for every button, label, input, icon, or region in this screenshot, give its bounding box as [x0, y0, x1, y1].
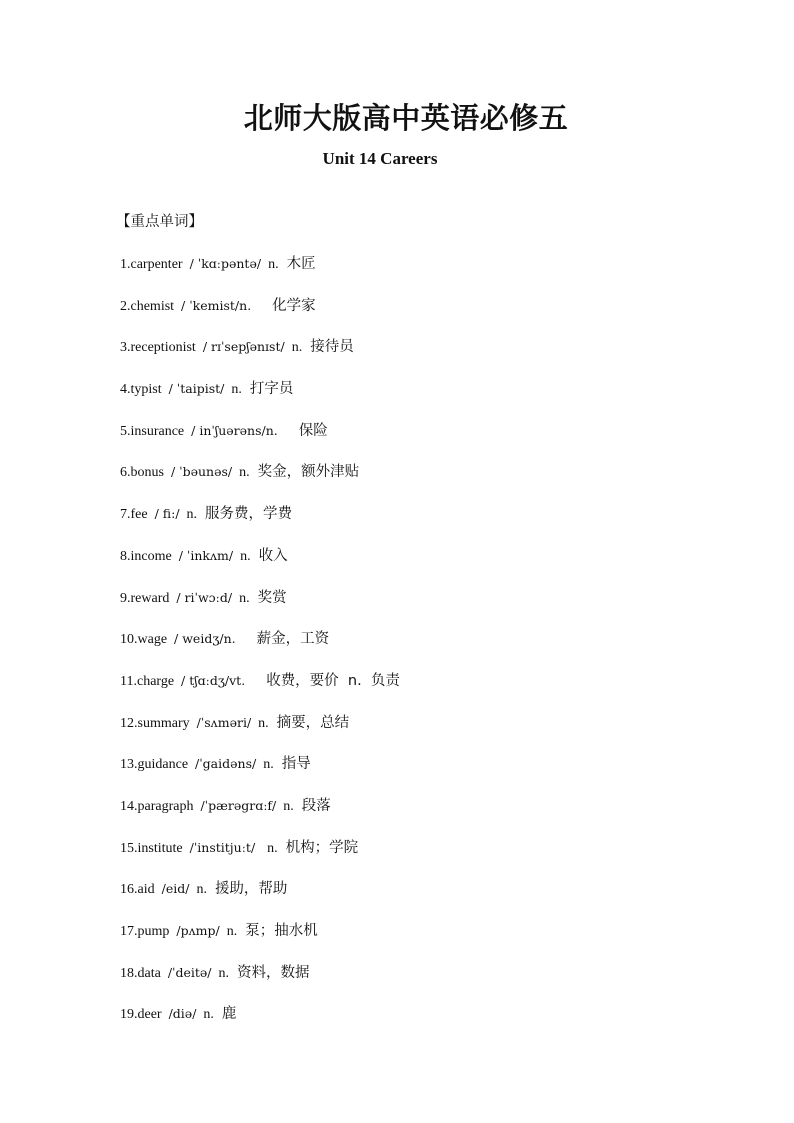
vocab-pos: n.	[196, 882, 207, 898]
vocab-item	[120, 670, 400, 712]
vocab-meaning: 收费，要价 n. 负责	[266, 672, 400, 689]
vocab-phonetic: / tʃɑːdʒ/vt.	[181, 672, 246, 688]
vocab-item	[120, 420, 400, 462]
vocab-word: 4.typist	[120, 382, 162, 398]
vocab-meaning: 薪金，工资	[256, 631, 330, 648]
vocab-word: 2.chemist	[120, 298, 175, 314]
vocab-pos: n.	[186, 507, 198, 523]
vocab-phonetic: / inˈʃuərəns/n.	[191, 422, 278, 438]
vocab-item	[120, 1003, 400, 1045]
vocab-phonetic: /ˈpærəgrɑːf/	[200, 797, 277, 813]
vocab-word: 1.carpenter	[120, 257, 183, 272]
vocab-word: 17.pump	[120, 924, 170, 939]
vocab-item	[120, 628, 400, 670]
vocab-item	[120, 461, 400, 503]
vocab-meaning: 接待员	[310, 339, 354, 356]
vocab-word: 18.data	[120, 965, 161, 981]
vocab-pos: n.	[267, 840, 278, 856]
vocab-word: 10.wage	[120, 632, 168, 648]
vocab-meaning: 打字员	[249, 381, 294, 398]
vocab-phonetic: /ˈsʌməri/	[196, 714, 252, 730]
vocab-item	[120, 878, 400, 920]
vocab-pos: n.	[231, 382, 242, 398]
vocab-meaning: 木匠	[286, 256, 316, 272]
vocab-word: 15.institute	[120, 840, 183, 856]
vocab-meaning: 奖金，额外津贴	[257, 464, 360, 481]
vocab-pos: n.	[263, 757, 274, 773]
vocab-item	[120, 253, 400, 295]
vocab-word: 3.receptionist	[120, 340, 196, 356]
vocab-word: 5.insurance	[120, 423, 185, 439]
vocab-meaning: 机构；学院	[285, 839, 359, 856]
vocab-meaning: 资料，数据	[237, 964, 310, 981]
vocab-meaning: 摘要，总结	[276, 714, 350, 731]
vocab-pos: n.	[240, 548, 251, 564]
vocab-phonetic: / ˈkɑːpəntə/	[189, 256, 262, 271]
vocab-phonetic: / riˈwɔːd/	[176, 589, 233, 605]
vocab-phonetic: / ˈbəunəs/	[170, 464, 233, 480]
vocab-word: 7.fee	[120, 507, 148, 523]
vocab-word: 16.aid	[120, 882, 155, 898]
vocab-pos: n.	[239, 465, 250, 481]
vocab-word: 12.summary	[120, 715, 190, 731]
unit-subtitle: Unit 14 Careers	[322, 149, 438, 168]
vocab-meaning: 奖赏	[257, 589, 287, 606]
vocab-phonetic: /diə/	[168, 1006, 197, 1022]
vocab-pos: n.	[218, 965, 230, 981]
vocab-meaning: 化学家	[272, 297, 316, 314]
vocab-word: 19.deer	[120, 1007, 162, 1023]
vocab-phonetic: /eid/	[161, 881, 190, 897]
vocab-word: 6.bonus	[120, 465, 164, 481]
vocab-phonetic: / ˈinkʌm/	[178, 547, 234, 563]
vocab-pos: n.	[203, 1007, 214, 1023]
vocab-item	[120, 587, 400, 629]
vocab-phonetic: /pʌmp/	[176, 923, 220, 938]
vocab-phonetic: / ˈtaipist/	[168, 381, 225, 397]
vocab-word: 14.paragraph	[120, 798, 194, 814]
vocab-item	[120, 336, 400, 378]
vocab-pos: n.	[283, 798, 294, 814]
vocab-word: 9.reward	[120, 590, 170, 606]
vocab-item	[120, 503, 400, 545]
vocab-item	[120, 378, 400, 420]
vocab-pos: n.	[268, 257, 279, 272]
vocab-meaning: 援助，帮助	[214, 881, 288, 898]
vocab-item	[120, 837, 400, 879]
vocab-phonetic: /ˈinstitjuːt/	[189, 839, 256, 855]
vocab-meaning: 段落	[301, 797, 331, 814]
vocabulary-list	[120, 253, 400, 1045]
vocab-meaning: 服务费，学费	[205, 506, 293, 523]
document-title: 北师大版高中英语必修五	[243, 101, 569, 135]
vocab-item	[120, 295, 400, 337]
vocab-item	[120, 545, 400, 587]
vocab-item	[120, 795, 400, 837]
vocab-meaning: 鹿	[221, 1006, 237, 1023]
vocab-pos: n.	[291, 340, 303, 356]
vocab-meaning: 指导	[281, 756, 311, 773]
vocab-phonetic: /ˈgaidəns/	[195, 756, 257, 772]
vocab-phonetic: / fi:/	[154, 506, 180, 522]
vocab-meaning: 泵；抽水机	[245, 923, 318, 939]
vocab-pos: n.	[226, 924, 238, 939]
section-heading: 【重点单词】	[116, 214, 203, 230]
vocab-item	[120, 712, 400, 754]
vocab-pos: n.	[258, 715, 269, 731]
vocab-word: 11.charge	[120, 673, 175, 689]
vocab-word: 8.income	[120, 548, 172, 564]
vocab-item	[120, 962, 400, 1004]
vocab-phonetic: / ˈkemist/n.	[181, 297, 252, 313]
vocab-phonetic: /ˈdeitə/	[167, 964, 212, 980]
vocab-item	[120, 920, 400, 962]
vocab-meaning: 收入	[258, 547, 288, 564]
vocab-pos: n.	[239, 590, 250, 606]
vocab-phonetic: / weidʒ/n.	[174, 631, 236, 647]
vocab-phonetic: / rɪˈsepʃənɪst/	[202, 339, 285, 355]
vocab-meaning: 保险	[298, 422, 328, 439]
vocab-item	[120, 753, 400, 795]
vocab-word: 13.guidance	[120, 757, 189, 773]
